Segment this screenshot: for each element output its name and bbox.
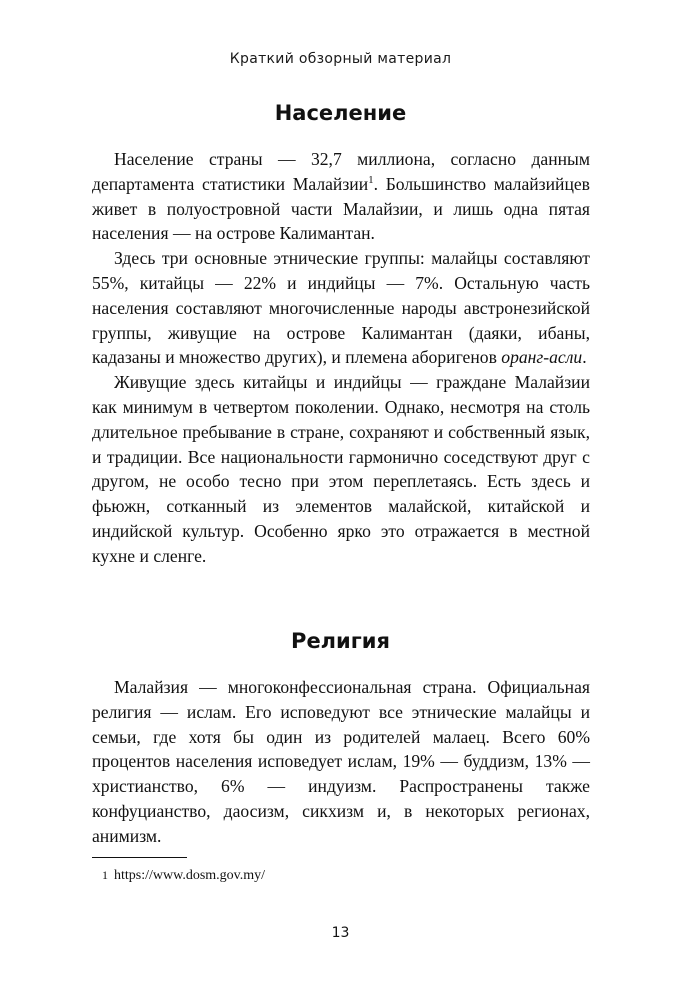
footnote	[92, 868, 590, 884]
section-title-population: Население	[274, 101, 407, 125]
paragraph	[92, 147, 590, 246]
religion-section	[92, 675, 590, 849]
footnote-divider	[92, 857, 187, 858]
footnote-mark: 1	[102, 868, 108, 882]
footnote-link[interactable]: https://www.dosm.gov.my/	[114, 868, 266, 883]
paragraph-text: .	[582, 347, 587, 368]
footnote-ref[interactable]: 1	[368, 173, 374, 186]
paragraph-text: . Большинство малайзийцев живет в полуостровной части Малайзии, и лишь одна пятая населения — на острове Калимантан.	[92, 173, 590, 244]
paragraph-text: Население страны — 32,7 миллиона, согласно данным департамента статистики Малайзии	[92, 149, 590, 194]
paragraph: Живущие здесь китайцы и индийцы — граждане Малайзии как минимум в четвертом поколении. Однако, несмотря на столь длительное пребывание в стране, сохраняют и собственный язык, и традиции. Все национальности гармонично соседствуют друг с другом, не особо тесно при этом переплетаясь. Есть здесь и фьюжн, сотканный из элементов малайской, китайской и индийской культур. Особенно ярко это отражается в местной кухне и сленге.	[92, 372, 590, 566]
paragraph: Малайзия — многоконфессиональная страна. Официальная религия — ислам. Его исповедуют все этнические малайцы и семьи, где хотя бы один из родителей малаец. Всего 60% процентов населения исповедует ислам, 19% — буддизм, 13% — христианство, 6% — индуизм. Распространены также конфуцианство, даосизм, сикхизм и, в некоторых регионах, анимизм.	[92, 677, 590, 846]
population-section	[92, 147, 590, 569]
paragraph-text: Здесь три основные этнические группы: малайцы составляют 55%, китайцы — 22% и индийцы — 7%. Остальную часть населения составляют многочисленные народы австронезийской группы, живущие на острове Калимантан (даяки, ибаны, кадазаны и множество других), и племена аборигенов	[92, 248, 590, 368]
page-number: 13	[331, 925, 350, 941]
italic-term: оранг-асли	[501, 347, 583, 368]
section-title-religion: Религия	[291, 629, 390, 653]
running-head: Краткий обзорный материал	[229, 51, 452, 67]
paragraph	[92, 246, 590, 370]
